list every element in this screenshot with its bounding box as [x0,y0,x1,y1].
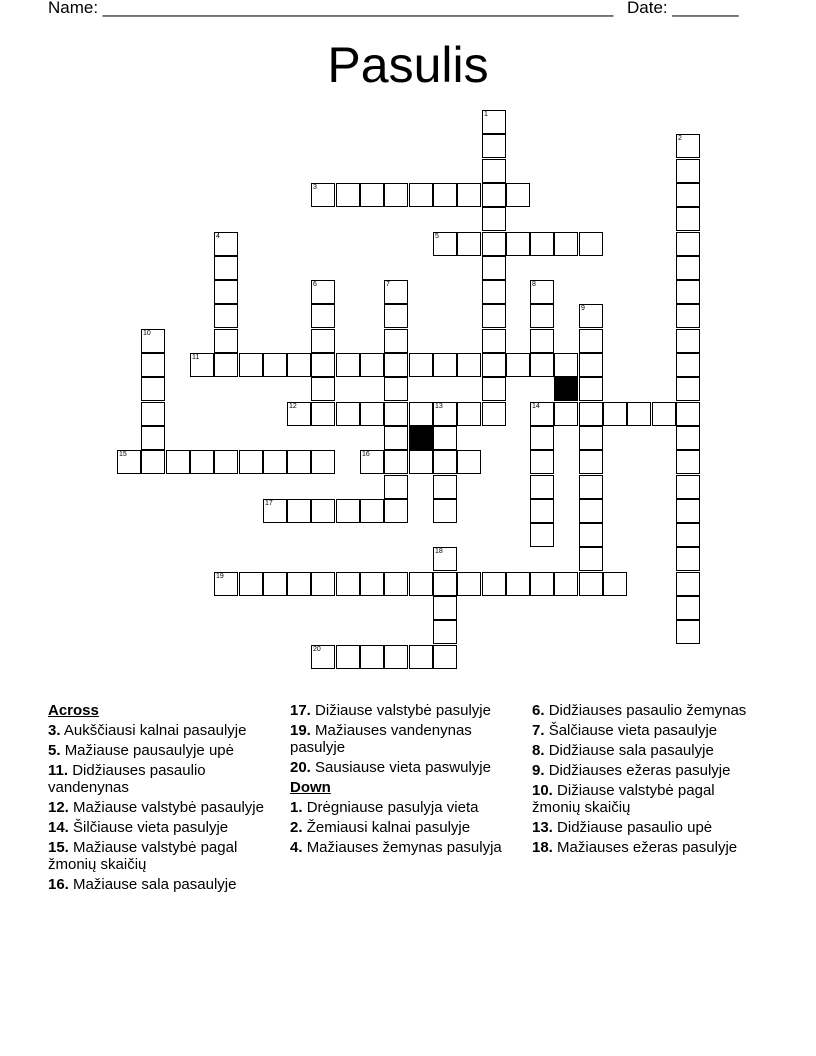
grid-cell[interactable] [482,256,506,280]
grid-cell[interactable] [239,450,263,474]
grid-cell[interactable] [579,232,603,256]
page-title: Pasulis [327,37,489,93]
clue-across-19: 19. Mažiauses vandenynas pasulyje [290,722,472,756]
grid-cell[interactable] [530,353,554,377]
grid-cell[interactable] [676,353,700,377]
grid-cell[interactable] [190,353,214,377]
grid-cell[interactable] [676,183,700,207]
grid-cell[interactable] [287,402,311,426]
grid-cell[interactable] [384,304,408,328]
grid-cell[interactable] [579,426,603,450]
grid-block [554,377,578,401]
grid-cell[interactable] [530,475,554,499]
grid-cell[interactable] [579,304,603,328]
grid-cell[interactable] [433,183,457,207]
grid-cell[interactable] [554,572,578,596]
grid-cell[interactable] [409,183,433,207]
clue-number: 19 [216,573,224,580]
clue-across-14: 14. Šilčiause vieta pasulyje [48,819,229,836]
grid-cell[interactable] [530,304,554,328]
grid-cell[interactable] [311,329,335,353]
grid-cell[interactable] [141,377,165,401]
grid-cell[interactable] [384,475,408,499]
grid-cell[interactable] [506,572,530,596]
grid-cell[interactable] [676,426,700,450]
grid-cell[interactable] [336,572,360,596]
clue-down-4: 4. Mažiauses žemynas pasulyja [290,839,502,856]
grid-cell[interactable] [530,572,554,596]
grid-cell[interactable] [676,402,700,426]
grid-cell[interactable] [384,280,408,304]
grid-cell[interactable] [141,450,165,474]
clue-number: 20 [313,646,321,653]
grid-cell[interactable] [190,450,214,474]
grid-cell[interactable] [117,450,141,474]
grid-cell[interactable] [554,402,578,426]
grid-cell[interactable] [311,402,335,426]
grid-cell[interactable] [214,450,238,474]
grid-cell[interactable] [676,256,700,280]
grid-block [409,426,433,450]
grid-cell[interactable] [530,426,554,450]
grid-cell[interactable] [384,426,408,450]
clue-across-16: 16. Mažiause sala pasaulyje [48,876,237,893]
clue-down-9: 9. Didžiauses ežeras pasulyje [532,762,731,779]
grid-cell[interactable] [676,596,700,620]
grid-cell[interactable] [336,499,360,523]
grid-cell[interactable] [433,499,457,523]
grid-cell[interactable] [360,450,384,474]
grid-cell[interactable] [676,620,700,644]
grid-cell[interactable] [336,183,360,207]
grid-cell[interactable] [603,572,627,596]
clue-across-5: 5. Mažiause pausaulyje upė [48,742,234,759]
grid-cell[interactable] [409,402,433,426]
grid-cell[interactable] [676,450,700,474]
clue-across-17: 17. Dižiause valstybė pasulyje [290,702,491,719]
grid-cell[interactable] [676,523,700,547]
grid-cell[interactable] [676,207,700,231]
grid-cell[interactable] [239,353,263,377]
grid-cell[interactable] [263,353,287,377]
clue-number: 15 [119,451,127,458]
clue-number: 8 [532,281,536,288]
grid-cell[interactable] [360,402,384,426]
grid-cell[interactable] [287,499,311,523]
grid-cell[interactable] [482,183,506,207]
clue-number: 17 [265,500,273,507]
clue-down-7: 7. Šalčiause vieta pasaulyje [532,722,718,739]
clue-down-18: 18. Mažiauses ežeras pasulyje [532,839,738,856]
grid-cell[interactable] [384,572,408,596]
grid-cell[interactable] [311,572,335,596]
grid-cell[interactable] [311,499,335,523]
grid-cell[interactable] [433,353,457,377]
grid-cell[interactable] [384,450,408,474]
grid-cell[interactable] [530,450,554,474]
grid-cell[interactable] [676,572,700,596]
grid-cell[interactable] [482,572,506,596]
grid-cell[interactable] [287,353,311,377]
grid-cell[interactable] [214,232,238,256]
grid-cell[interactable] [579,329,603,353]
grid-cell[interactable] [384,377,408,401]
grid-cell[interactable] [482,134,506,158]
grid-cell[interactable] [482,304,506,328]
grid-cell[interactable] [579,572,603,596]
grid-cell[interactable] [457,353,481,377]
grid-cell[interactable] [360,499,384,523]
grid-cell[interactable] [676,499,700,523]
grid-cell[interactable] [676,134,700,158]
grid-cell[interactable] [311,304,335,328]
grid-cell[interactable] [311,377,335,401]
grid-cell[interactable] [360,572,384,596]
grid-cell[interactable] [627,402,651,426]
grid-cell[interactable] [676,329,700,353]
clue-number: 2 [678,135,682,142]
grid-cell[interactable] [384,329,408,353]
grid-cell[interactable] [263,499,287,523]
grid-cell[interactable] [457,450,481,474]
grid-cell[interactable] [287,450,311,474]
grid-cell[interactable] [360,645,384,669]
grid-cell[interactable] [457,572,481,596]
grid-cell[interactable] [311,353,335,377]
grid-cell[interactable] [554,232,578,256]
grid-cell[interactable] [433,475,457,499]
grid-cell[interactable] [530,499,554,523]
grid-cell[interactable] [409,450,433,474]
clues-column-2 [290,702,520,859]
clue-number: 1 [484,111,488,118]
grid-cell[interactable] [676,475,700,499]
grid-cell[interactable] [433,450,457,474]
clue-number: 18 [435,548,443,555]
clue-down-13: 13. Didžiause pasaulio upė [532,819,713,836]
grid-cell[interactable] [336,353,360,377]
grid-cell[interactable] [433,572,457,596]
grid-cell[interactable] [482,280,506,304]
grid-cell[interactable] [482,329,506,353]
grid-cell[interactable] [384,183,408,207]
grid-cell[interactable] [579,402,603,426]
grid-cell[interactable] [579,523,603,547]
grid-cell[interactable] [579,377,603,401]
clue-number: 16 [362,451,370,458]
grid-cell[interactable] [311,645,335,669]
grid-cell[interactable] [554,353,578,377]
grid-cell[interactable] [141,426,165,450]
grid-cell[interactable] [433,402,457,426]
grid-cell[interactable] [433,620,457,644]
grid-cell[interactable] [214,280,238,304]
grid-cell[interactable] [433,645,457,669]
clue-down-6: 6. Didžiauses pasaulio žemynas [532,702,747,719]
grid-cell[interactable] [579,353,603,377]
grid-cell[interactable] [214,304,238,328]
grid-cell[interactable] [530,280,554,304]
grid-cell[interactable] [336,645,360,669]
grid-cell[interactable] [482,377,506,401]
grid-cell[interactable] [409,353,433,377]
grid-cell[interactable] [457,232,481,256]
clue-down-10: 10. Dižiause valstybė pagal žmonių skaičių [532,782,715,816]
grid-cell[interactable] [141,402,165,426]
grid-cell[interactable] [214,572,238,596]
grid-cell[interactable] [336,402,360,426]
grid-cell[interactable] [482,353,506,377]
grid-cell[interactable] [263,450,287,474]
clue-across-20: 20. Sausiause vieta paswulyje [290,759,491,776]
clue-number: 9 [581,305,585,312]
grid-cell[interactable] [676,232,700,256]
across-heading: Across [48,702,99,719]
grid-cell[interactable] [214,353,238,377]
clue-number: 11 [192,354,200,361]
clue-down-8: 8. Didžiause sala pasaulyje [532,742,714,759]
clue-number: 5 [435,233,439,240]
grid-cell[interactable] [409,572,433,596]
grid-cell[interactable] [141,353,165,377]
grid-cell[interactable] [239,572,263,596]
down-heading: Down [290,779,331,796]
clue-across-11: 11. Didžiauses pasaulio vandenynas [48,762,206,796]
grid-cell[interactable] [482,232,506,256]
clues-column-1 [48,702,278,896]
grid-cell[interactable] [506,183,530,207]
clue-number: 6 [313,281,317,288]
grid-cell[interactable] [433,596,457,620]
grid-cell[interactable] [579,499,603,523]
grid-cell[interactable] [311,183,335,207]
grid-cell[interactable] [482,402,506,426]
grid-cell[interactable] [457,402,481,426]
grid-cell[interactable] [214,329,238,353]
grid-cell[interactable] [676,547,700,571]
grid-cell[interactable] [409,645,433,669]
grid-cell[interactable] [384,402,408,426]
clue-number: 13 [435,403,443,410]
grid-cell[interactable] [384,645,408,669]
grid-cell[interactable] [433,232,457,256]
clue-down-1: 1. Drėgniause pasulyja vieta [290,799,479,816]
clue-number: 14 [532,403,540,410]
grid-cell[interactable] [457,183,481,207]
grid-cell[interactable] [433,547,457,571]
grid-cell[interactable] [530,329,554,353]
grid-cell[interactable] [214,256,238,280]
grid-cell[interactable] [530,402,554,426]
grid-cell[interactable] [652,402,676,426]
grid-cell[interactable] [579,547,603,571]
name-field-label: Name: ______________________________________________________ [48,0,614,17]
clue-across-15: 15. Mažiause valstybė pagal žmonių skaičių [48,839,238,873]
grid-cell[interactable] [676,159,700,183]
grid-cell[interactable] [579,450,603,474]
grid-cell[interactable] [287,572,311,596]
clue-number: 3 [313,184,317,191]
grid-cell[interactable] [482,159,506,183]
grid-cell[interactable] [506,353,530,377]
grid-cell[interactable] [676,304,700,328]
grid-cell[interactable] [530,232,554,256]
grid-cell[interactable] [166,450,190,474]
grid-cell[interactable] [311,280,335,304]
clue-number: 4 [216,233,220,240]
clue-across-12: 12. Mažiause valstybė pasaulyje [48,799,264,816]
grid-cell[interactable] [311,450,335,474]
grid-cell[interactable] [603,402,627,426]
grid-cell[interactable] [384,353,408,377]
clue-number: 12 [289,403,297,410]
grid-cell[interactable] [360,183,384,207]
clues-column-3 [532,702,762,859]
grid-cell[interactable] [676,280,700,304]
grid-cell[interactable] [433,426,457,450]
grid-cell[interactable] [263,572,287,596]
clue-down-2: 2. Žemiausi kalnai pasulyje [290,819,471,836]
grid-cell[interactable] [141,329,165,353]
grid-cell[interactable] [530,523,554,547]
clue-across-3: 3. Aukščiausi kalnai pasaulyje [48,722,247,739]
grid-cell[interactable] [384,499,408,523]
grid-cell[interactable] [482,207,506,231]
grid-cell[interactable] [506,232,530,256]
date-field-label: Date: _______ [627,0,739,17]
grid-cell[interactable] [676,377,700,401]
grid-cell[interactable] [482,110,506,134]
grid-cell[interactable] [579,475,603,499]
clue-number: 7 [386,281,390,288]
grid-cell[interactable] [360,353,384,377]
clue-number: 10 [143,330,151,337]
